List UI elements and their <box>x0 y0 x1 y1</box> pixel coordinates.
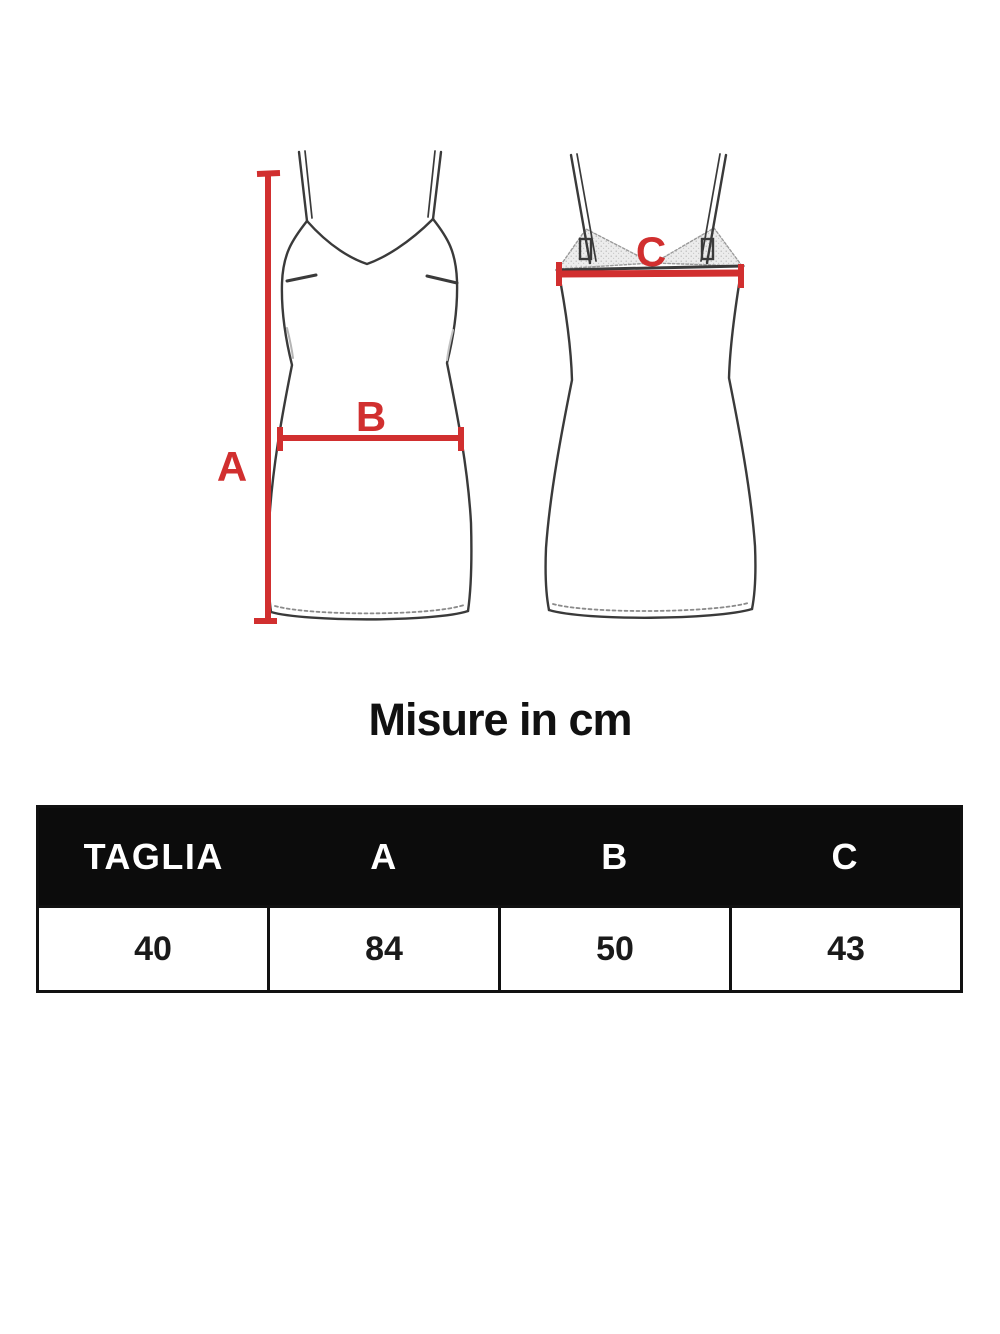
front-neckline <box>307 219 433 264</box>
size-table <box>36 805 963 993</box>
page-title: Misure in cm <box>368 694 632 745</box>
size-table-header-b: B <box>500 807 731 907</box>
front-hem-stitching <box>275 605 464 613</box>
front-left-dart <box>287 275 316 281</box>
measure-line-a <box>254 173 280 621</box>
front-dress-illustration <box>268 151 471 619</box>
size-table-row <box>38 907 962 992</box>
size-table-cell-b: 50 <box>500 907 731 992</box>
measurement-annotations <box>217 173 742 621</box>
front-right-strap-lines <box>428 151 441 219</box>
size-table-header-row <box>38 807 962 907</box>
measure-label-c: C <box>635 228 667 275</box>
back-hem-stitching <box>553 603 748 611</box>
size-table-header-a: A <box>269 807 500 907</box>
back-right-shaded-panel <box>654 228 742 266</box>
measure-label-b: B <box>355 393 387 440</box>
size-table-cell-taglia: 40 <box>38 907 269 992</box>
back-left-side-seam <box>546 269 572 610</box>
size-table-cell-c: 43 <box>731 907 962 992</box>
front-left-strap-lines <box>299 151 312 221</box>
back-dress-illustration <box>546 154 756 618</box>
size-table-cell-a: 84 <box>269 907 500 992</box>
measure-label-a: A <box>216 443 248 490</box>
front-right-dart <box>427 276 457 283</box>
front-hem-edge <box>271 611 468 619</box>
back-right-side-seam <box>729 266 755 609</box>
size-table-header-taglia: TAGLIA <box>38 807 269 907</box>
size-table-header-c: C <box>731 807 962 907</box>
